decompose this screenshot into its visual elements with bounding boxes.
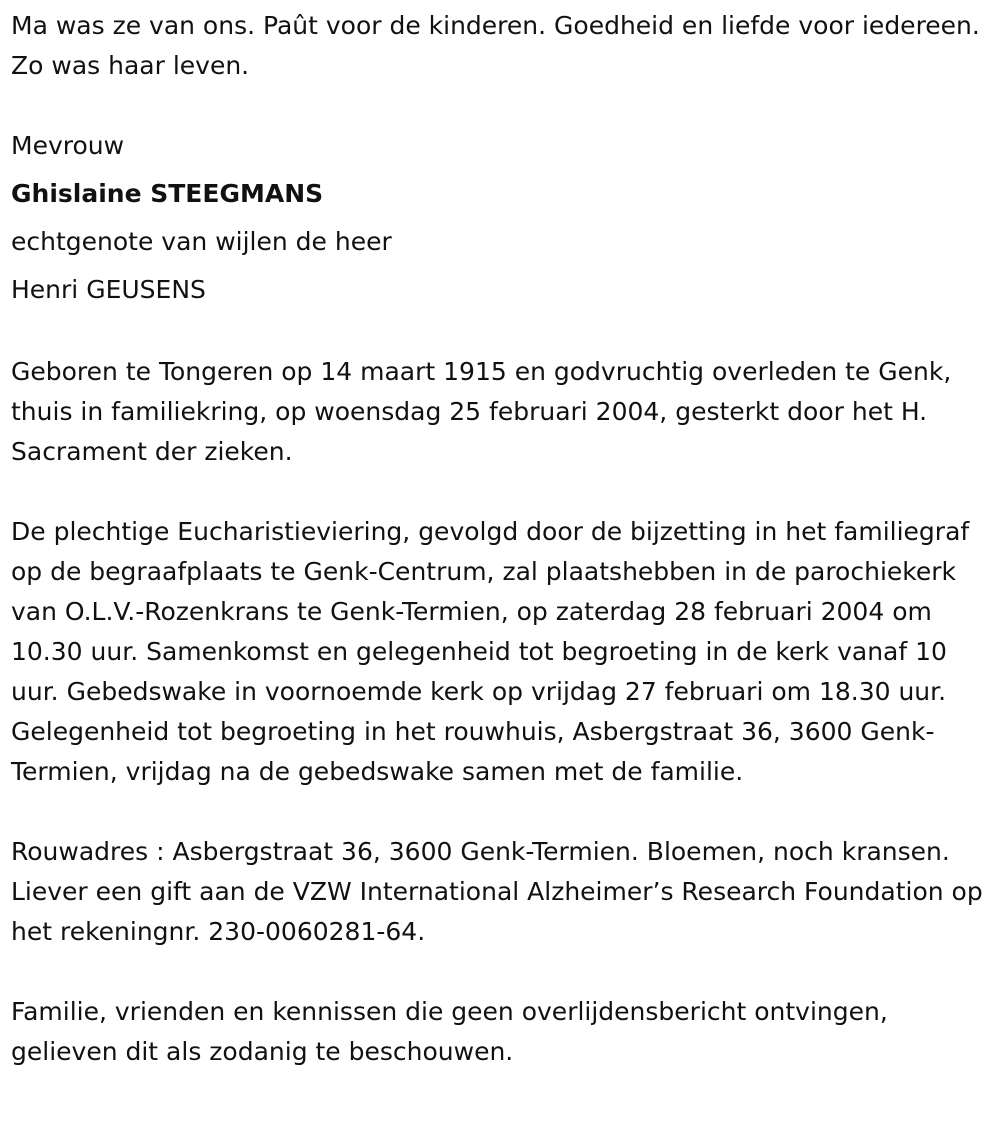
spouse-name: Henri GEUSENS — [11, 275, 206, 304]
ceremony-paragraph: De plechtige Eucharistieviering, gevolgd door de bijzetting in het familiegraf op de begraafplaats te Genk-Centrum, zal plaatshebben in de parochiekerk van O.L.V.-Rozenkrans te Genk-Termien, op zaterdag 28 februari 2004 om 10.30 uur. Samenkomst en gelegenheid tot begroeting in de kerk vanaf 10 uur. Gebedswake in voornoemde kerk op vrijdag 27 februari om 18.30 uur. Gelegenheid tot begroeting in het rouwhuis, Asbergstraat 36, 3600 Genk-Termien, vrijdag na de gebedswake samen met de familie. — [11, 517, 970, 786]
relation-text: echtgenote van wijlen de heer — [11, 227, 392, 256]
closing-paragraph: Familie, vrienden en kennissen die geen overlijdensbericht ontvingen, gelieven dit als zodanig te beschouwen. — [11, 997, 888, 1066]
address-paragraph: Rouwadres : Asbergstraat 36, 3600 Genk-Termien. Bloemen, noch kransen. Liever een gift aan de VZW International Alzheimer’s Research Foundation op het rekeningnr. 230-0060281-64. — [11, 837, 983, 946]
obituary-notice — [11, 6, 993, 1072]
intro-text: Ma was ze van ons. Paût voor de kinderen. Goedheid en liefde voor iedereen. Zo was haar leven. — [11, 11, 980, 80]
deceased-name: Ghislaine STEEGMANS — [11, 179, 324, 208]
deceased-block — [11, 122, 993, 314]
birth-death-paragraph: Geboren te Tongeren op 14 maart 1915 en godvruchtig overleden te Genk, thuis in familiekring, op woensdag 25 februari 2004, gesterkt door het H. Sacrament der zieken. — [11, 357, 952, 466]
salutation: Mevrouw — [11, 131, 125, 160]
